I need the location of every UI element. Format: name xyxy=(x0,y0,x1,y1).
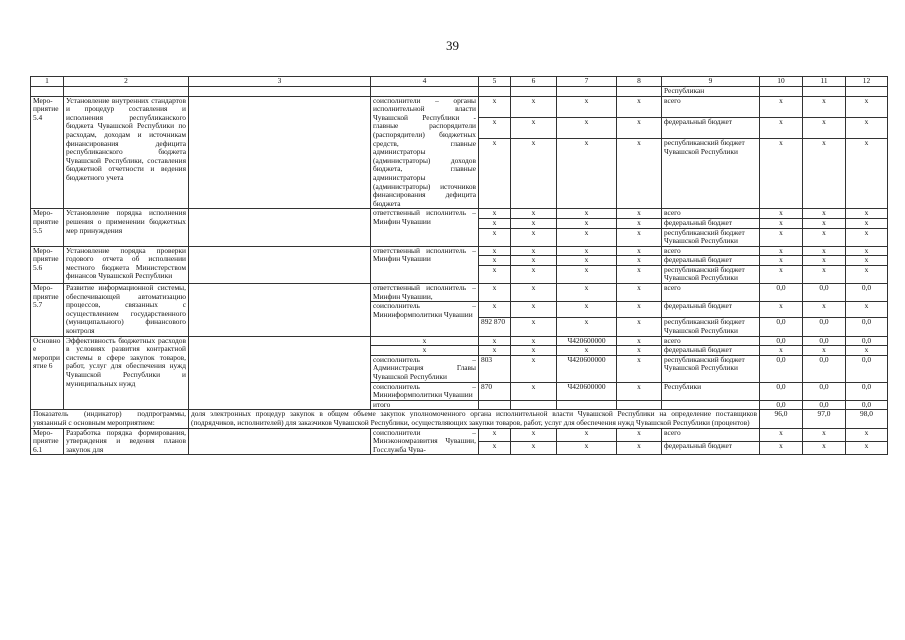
column-header: 10 xyxy=(760,77,803,87)
table-cell: x xyxy=(760,246,803,256)
table-cell: x xyxy=(760,139,803,209)
table-cell: x xyxy=(479,284,511,302)
measure-label: Меро-приятие 5.5 xyxy=(31,209,64,246)
table-row xyxy=(31,428,888,441)
table-cell: x xyxy=(803,209,846,219)
table-cell: x xyxy=(479,209,511,219)
table-cell: соисполнитель – Администрация Главы Чувашской Республики xyxy=(371,355,479,382)
table-cell: 0,0 xyxy=(803,400,846,410)
table-cell: x xyxy=(557,218,617,228)
table-cell: x xyxy=(760,117,803,138)
table-cell: 0,0 xyxy=(846,336,888,346)
table-cell: x xyxy=(846,265,888,283)
table-cell: федеральный бюджет xyxy=(662,441,760,454)
table-cell: x xyxy=(617,218,662,228)
table-cell: x xyxy=(511,355,557,382)
table-cell: x xyxy=(846,256,888,266)
table-cell: x xyxy=(760,209,803,219)
table-cell: 0,0 xyxy=(846,355,888,382)
table-cell: x xyxy=(479,228,511,246)
table-cell: x xyxy=(511,209,557,219)
table-cell: x xyxy=(617,96,662,117)
table-cell: x xyxy=(557,96,617,117)
continuation-row xyxy=(31,87,888,97)
table-cell: x xyxy=(803,256,846,266)
table-cell: соисполнитель – Мининформполитики Чувашии xyxy=(371,382,479,400)
table-cell: республиканский бюджет Чувашской Республики xyxy=(662,355,760,382)
column-header: 7 xyxy=(557,77,617,87)
header-row xyxy=(31,77,888,87)
table-row xyxy=(31,96,888,117)
table-cell: x xyxy=(479,336,511,346)
measure-label: Меро-приятие 5.6 xyxy=(31,246,64,283)
column-header: 6 xyxy=(511,77,557,87)
page-number: 39 xyxy=(446,38,459,53)
table-cell: 0,0 xyxy=(803,284,846,302)
table-cell: x xyxy=(511,346,557,356)
measure-executor: соисполнители – Минэкономразвития Чувашии, Госслужба Чува- xyxy=(371,428,479,455)
table-cell: всего xyxy=(662,209,760,219)
table-cell: x xyxy=(479,96,511,117)
table-cell: Республикан xyxy=(662,87,760,97)
table-cell: x xyxy=(617,428,662,441)
table-cell: Ч420600000 xyxy=(557,336,617,346)
table-cell: x xyxy=(557,318,617,336)
table-cell: x xyxy=(803,346,846,356)
table-cell: x xyxy=(511,246,557,256)
measure-executor: ответственный исполнитель – Минфин Чувашии, xyxy=(371,284,479,302)
measure-name: Установление порядка проверки годового отчета об исполнении местного бюджета Министерством финансов Чувашской Республики xyxy=(64,246,189,283)
table-cell: x xyxy=(479,428,511,441)
table-cell: 803 xyxy=(479,355,511,382)
table-cell: 0,0 xyxy=(846,400,888,410)
table-cell: республиканский бюджет Чувашской Республики xyxy=(662,139,760,209)
table-cell: 0,0 xyxy=(803,318,846,336)
table-cell: x xyxy=(617,246,662,256)
table-cell: x xyxy=(617,284,662,302)
measure-executor: соисполнители – органы исполнительной власти Чувашской Республики - главные распорядители (распорядители) бюджетных средств, главные администраторы (администраторы) доходов бюджета, главные администраторы (администраторы) источников финансирования дефицита бюджета xyxy=(371,96,479,209)
measure-label: Меро-приятие 6.1 xyxy=(31,428,64,455)
table-cell: x xyxy=(803,302,846,318)
table-cell: федеральный бюджет xyxy=(662,346,760,356)
table-cell: x xyxy=(617,302,662,318)
table-cell: x xyxy=(511,318,557,336)
table-cell: x xyxy=(617,441,662,454)
table-cell: x xyxy=(846,441,888,454)
table-cell: x xyxy=(617,139,662,209)
table-cell: x xyxy=(803,139,846,209)
table-cell: всего xyxy=(662,246,760,256)
table-cell: x xyxy=(760,346,803,356)
column-header: 1 xyxy=(31,77,64,87)
measure-executor: ответственный исполнитель – Минфин Чувашии xyxy=(371,209,479,246)
table-cell: x xyxy=(511,284,557,302)
measure-executor: ответственный исполнитель – Минфин Чувашии xyxy=(371,246,479,283)
table-cell: федеральный бюджет xyxy=(662,302,760,318)
table-cell: x xyxy=(803,218,846,228)
total-label: итого xyxy=(371,400,479,410)
table-cell: x xyxy=(557,209,617,219)
table-cell: x xyxy=(511,117,557,138)
table-cell: Ч420600000 xyxy=(557,355,617,382)
column-header: 11 xyxy=(803,77,846,87)
table-cell: x xyxy=(557,428,617,441)
measure-name: Развитие информационной системы, обеспечивающей автоматизацию процессов, связанных с осуществлением государственного (муниципального) финансового контроля xyxy=(64,284,189,337)
table-cell: x xyxy=(511,382,557,400)
table-cell: x xyxy=(846,346,888,356)
table-cell: x xyxy=(479,218,511,228)
table-cell: 0,0 xyxy=(760,318,803,336)
table-row xyxy=(31,209,888,219)
measure-name: Установление внутренних стандартов и процедур составления и исполнения республиканского бюджета Чувашской Республики по расходам, доходам и источникам финансирования дефицита республиканского бюджета Чувашской Республики, составления бюджетной отчетности и ведения бюджетного учета xyxy=(64,96,189,209)
table-cell: x xyxy=(371,336,479,346)
table-cell: 0,0 xyxy=(760,355,803,382)
table-cell: x xyxy=(617,256,662,266)
table-cell: x xyxy=(557,302,617,318)
table-cell: республиканский бюджет Чувашской Республики xyxy=(662,318,760,336)
table-cell: 98,0 xyxy=(846,410,888,428)
measure-name: Установление порядка исполнения решения о применении бюджетных мер принуждения xyxy=(64,209,189,246)
table-cell: 0,0 xyxy=(760,284,803,302)
table-cell: Ч420600000 xyxy=(557,382,617,400)
table-cell: x xyxy=(557,246,617,256)
measure-coexecutor: соисполнитель – Мининформполитики Чувашии xyxy=(371,302,479,336)
table-cell: x xyxy=(479,246,511,256)
table-cell: x xyxy=(846,139,888,209)
table-cell: x xyxy=(557,139,617,209)
table-cell: x xyxy=(557,284,617,302)
table-cell: x xyxy=(557,265,617,283)
table-cell: x xyxy=(511,441,557,454)
table-cell: 892 870 xyxy=(479,318,511,336)
table-cell: x xyxy=(479,441,511,454)
table-cell: федеральный бюджет xyxy=(662,256,760,266)
table-cell: x xyxy=(617,318,662,336)
table-cell: x xyxy=(479,256,511,266)
table-cell: x xyxy=(511,139,557,209)
column-header: 2 xyxy=(64,77,189,87)
indicator-text: доля электронных процедур закупок в общем объеме закупок уполномоченного органа исполнительной власти Чувашской Республики на определение поставщиков (подрядчиков, исполнителей) для заказчиков Чувашской Республики, осуществляющих закупки товаров, работ, услуг для обеспечения нужд Чувашской Республики (процентов) xyxy=(189,410,760,428)
table-cell: x xyxy=(803,228,846,246)
table-cell: x xyxy=(511,336,557,346)
table-cell: 0,0 xyxy=(846,382,888,400)
table-cell: x xyxy=(846,246,888,256)
column-header: 12 xyxy=(846,77,888,87)
table-row xyxy=(31,284,888,302)
table-row xyxy=(31,336,888,346)
measure-name: Разработка порядка формирования, утверждения и ведения планов закупок для xyxy=(64,428,189,455)
table-cell: x xyxy=(479,139,511,209)
table-cell: x xyxy=(371,346,479,356)
program-table xyxy=(30,76,888,455)
column-header: 5 xyxy=(479,77,511,87)
table-cell: 0,0 xyxy=(803,382,846,400)
measure-name: Эффективность бюджетных расходов в условиях развития контрактной системы в сфере закупок товаров, работ, услуг для обеспечения нужд Чувашской Республики и муниципальных нужд xyxy=(64,336,189,410)
table-cell: x xyxy=(479,265,511,283)
table-cell: x xyxy=(760,96,803,117)
table-cell: x xyxy=(803,96,846,117)
table-cell: x xyxy=(617,228,662,246)
column-header: 8 xyxy=(617,77,662,87)
table-cell: x xyxy=(760,265,803,283)
table-cell: республиканский бюджет Чувашской Республики xyxy=(662,228,760,246)
table-row xyxy=(31,246,888,256)
measure-label: Меро-приятие 5.4 xyxy=(31,96,64,209)
table-cell: 96,0 xyxy=(760,410,803,428)
indicator-label: Показатель (индикатор) подпрограммы, увязанный с основным мероприятием: xyxy=(31,410,189,428)
table-cell: 0,0 xyxy=(803,336,846,346)
table-cell: x xyxy=(846,228,888,246)
table-cell: всего xyxy=(662,428,760,441)
table-cell: x xyxy=(617,117,662,138)
table-cell: x xyxy=(803,117,846,138)
indicator-row xyxy=(31,410,888,428)
table-cell: x xyxy=(617,346,662,356)
table-cell: x xyxy=(617,355,662,382)
measure-label: Основное мероприятие 6 xyxy=(31,336,64,410)
table-cell: x xyxy=(803,265,846,283)
table-cell: федеральный бюджет xyxy=(662,117,760,138)
table-cell: x xyxy=(846,302,888,318)
table-cell: x xyxy=(760,228,803,246)
table-cell: x xyxy=(557,228,617,246)
table-cell: Республики xyxy=(662,382,760,400)
table-cell: x xyxy=(479,117,511,138)
table-cell: x xyxy=(511,256,557,266)
table-cell: x xyxy=(846,96,888,117)
table-cell: республиканский бюджет Чувашской Республики xyxy=(662,265,760,283)
table-cell: 0,0 xyxy=(760,382,803,400)
column-header: 9 xyxy=(662,77,760,87)
table-cell: x xyxy=(617,265,662,283)
table-cell: x xyxy=(846,428,888,441)
table-cell: x xyxy=(803,246,846,256)
table-cell: федеральный бюджет xyxy=(662,218,760,228)
table-cell: x xyxy=(760,256,803,266)
table-cell: всего xyxy=(662,284,760,302)
table-cell: x xyxy=(557,346,617,356)
table-cell: x xyxy=(846,218,888,228)
table-cell: x xyxy=(511,218,557,228)
table-cell: всего xyxy=(662,336,760,346)
table-cell: x xyxy=(511,302,557,318)
table-cell: 870 xyxy=(479,382,511,400)
table-cell: x xyxy=(511,96,557,117)
table-cell: 0,0 xyxy=(846,318,888,336)
table-cell: x xyxy=(511,428,557,441)
column-header: 4 xyxy=(371,77,479,87)
table-cell: x xyxy=(479,346,511,356)
table-cell: x xyxy=(760,441,803,454)
table-cell: x xyxy=(760,218,803,228)
table-cell: x xyxy=(511,228,557,246)
table-cell: x xyxy=(557,256,617,266)
table-cell: x xyxy=(617,382,662,400)
table-cell: 0,0 xyxy=(846,284,888,302)
table-cell: 97,0 xyxy=(803,410,846,428)
column-header: 3 xyxy=(189,77,371,87)
table-cell: x xyxy=(617,209,662,219)
table-cell: x xyxy=(511,265,557,283)
table-cell: всего xyxy=(662,96,760,117)
table-cell: 0,0 xyxy=(760,400,803,410)
table-cell: 0,0 xyxy=(760,336,803,346)
table-cell: x xyxy=(617,336,662,346)
table-cell: x xyxy=(803,428,846,441)
table-cell: x xyxy=(846,209,888,219)
table-cell: x xyxy=(760,302,803,318)
table-cell: x xyxy=(760,428,803,441)
table-cell: 0,0 xyxy=(803,355,846,382)
table-cell: x xyxy=(557,117,617,138)
table-cell: x xyxy=(557,441,617,454)
table-cell: x xyxy=(479,302,511,318)
measure-label: Меро-приятие 5.7 xyxy=(31,284,64,337)
table-cell: x xyxy=(803,441,846,454)
table-cell: x xyxy=(846,117,888,138)
